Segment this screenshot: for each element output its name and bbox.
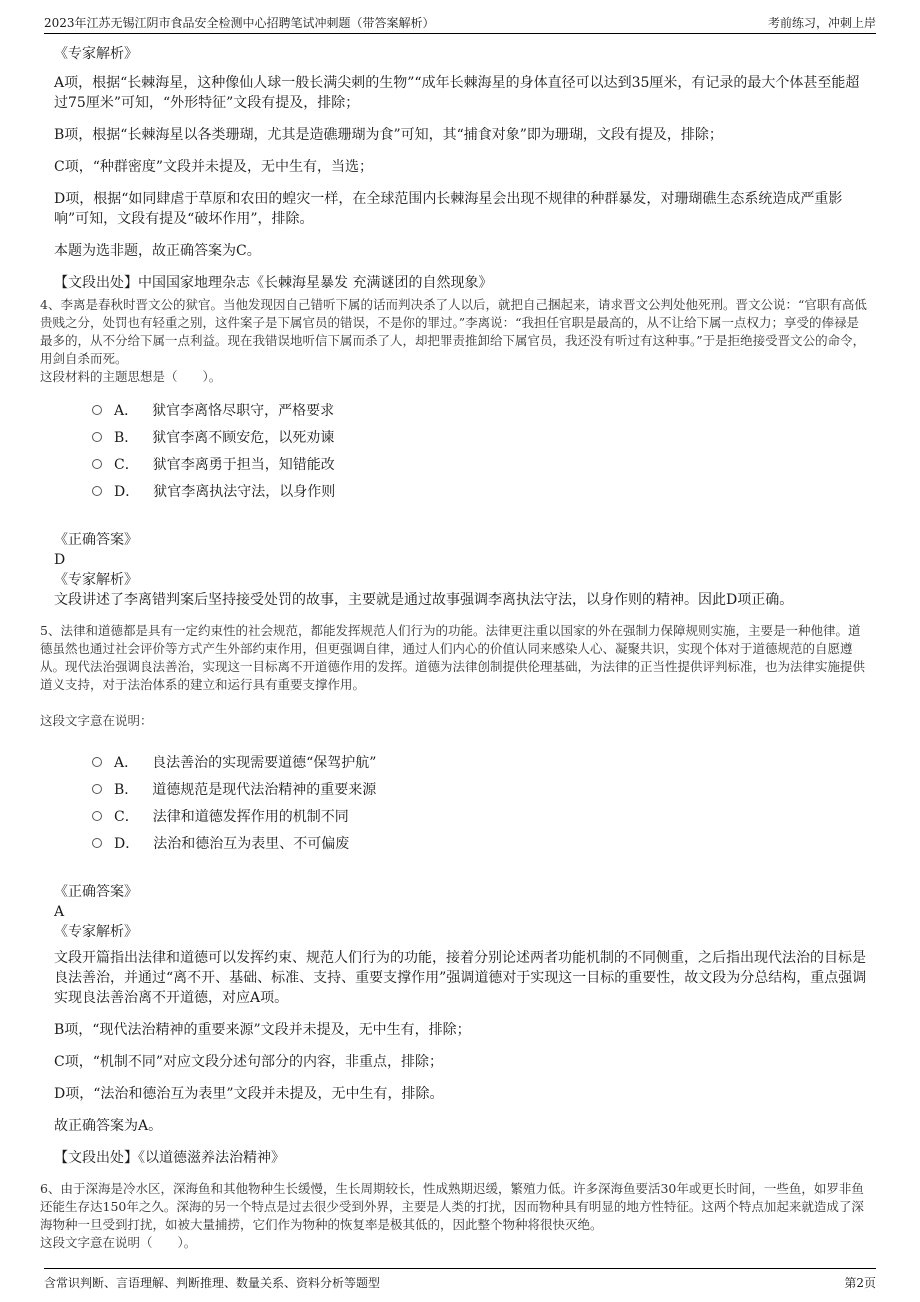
- q5-analysis-c: C项，“机制不同”对应文段分述句部分的内容，非重点，排除；: [54, 1054, 444, 1070]
- q5-answer: A: [54, 904, 65, 920]
- q5-text: 5、法律和道德都是具有一定约束性的社会规范，都能发挥规范人们行为的功能。法律更注重以国家的外在强制力保障规则实施，主要是一种他律。道德虽然也通过社会评价等方式产生外部约束作用，但更强调自律，通过人们内心的价值认同来感染人心、凝聚共识，实现个体对于道德规范的自愿遵从。现代法治强调良法善治，实现这一目标离不开道德作用的发挥。道德为法律创制提供伦理基础，为法律的正当性提供评判标准，也为法律实施提供道义支持，对于法治体系的建立和运行具有重要支撑作用。: [40, 623, 866, 692]
- option-letter: A．: [114, 754, 139, 771]
- radio-icon[interactable]: [92, 405, 102, 415]
- option-text: 狱官李离恪尽职守，严格要求: [152, 402, 335, 419]
- option-text: 狱官李离勇于担当，知错能改: [152, 456, 335, 473]
- radio-icon[interactable]: [92, 811, 102, 821]
- option-text: 法治和德治互为表里、不可偏废: [153, 835, 350, 852]
- option-letter: A．: [114, 402, 139, 419]
- page-header: [44, 8, 876, 34]
- option-text: 良法善治的实现需要道德“保驾护航”: [152, 754, 377, 771]
- q3-expert-label: 《专家解析》: [54, 46, 138, 62]
- q4-option-b[interactable]: [92, 423, 870, 450]
- option-letter: C．: [114, 456, 139, 473]
- radio-icon[interactable]: [92, 432, 102, 442]
- q3-analysis-c: C项，“种群密度”文段并未提及，无中生有，当选；: [54, 159, 374, 175]
- q5-expert-label: 《专家解析》: [54, 924, 138, 940]
- q5-answer-label: 《正确答案》: [54, 884, 138, 900]
- q4-answer: D: [54, 552, 66, 568]
- q3-analysis-d: D项，根据“如同肆虐于草原和农田的蝗灾一样，在全球范围内长棘海星会出现不规律的种群暴发，对珊瑚礁生态系统造成严重影响”可知，文段有提及“破坏作用”，排除。: [54, 191, 843, 227]
- radio-icon[interactable]: [92, 757, 102, 767]
- q5-option-b[interactable]: [92, 775, 870, 802]
- radio-icon[interactable]: [92, 784, 102, 794]
- page-number: 第2页: [844, 1275, 876, 1290]
- option-letter: B．: [114, 429, 139, 446]
- option-letter: C．: [114, 808, 139, 825]
- q4-stem: 这段材料的主题思想是（ ）。: [40, 369, 222, 384]
- radio-icon[interactable]: [92, 838, 102, 848]
- option-letter: D．: [114, 835, 140, 852]
- q4-option-c[interactable]: [92, 450, 870, 477]
- q3-analysis-a: A项，根据“长棘海星，这种像仙人球一般长满尖刺的生物”“成年长棘海星的身体直径可以达到35厘米，有记录的最大个体甚至能超过75厘米”可知，“外形特征”文段有提及，排除；: [54, 75, 860, 111]
- header-title: 2023年江苏无锡江阴市食品安全检测中心招聘笔试冲刺题（带答案解析）: [44, 16, 435, 30]
- q5-conclusion: 故正确答案为A。: [54, 1118, 163, 1134]
- q5-option-c[interactable]: [92, 802, 870, 829]
- option-letter: B．: [114, 781, 139, 798]
- q5-analysis-b: B项，“现代法治精神的重要来源”文段并未提及，无中生有，排除；: [54, 1022, 471, 1038]
- q4-analysis: 文段讲述了李离错判案后坚持接受处罚的故事，主要就是通过故事强调李离执法守法，以身作则的精神。因此D项正确。: [54, 592, 794, 608]
- option-letter: D．: [114, 483, 140, 500]
- option-text: 狱官李离不顾安危，以死劝谏: [152, 429, 335, 446]
- page-content: [40, 44, 870, 1252]
- q3-analysis-b: B项，根据“长棘海星以各类珊瑚，尤其是造礁珊瑚为食”可知，其“捕食对象”即为珊瑚，文段有提及，排除；: [54, 127, 723, 143]
- q4-text: 4、李离是春秋时晋文公的狱官。当他发现因自己错听下属的话而判决杀了人以后，就把自己捆起来，请求晋文公判处他死刑。晋文公说：“官职有高低贵贱之分，处罚也有轻重之别，这件案子是下属官员的错误，不是你的罪过。”李离说：“我担任官职是最高的，从不让给下属一点权力；享受的俸禄是最多的，从不分给下属一点利益。现在我错误地听信下属而杀了人，却把罪责推卸给下属官员，我还没有听过有这种事。”于是拒绝接受晋文公的命令，用剑自杀而死。: [40, 297, 867, 366]
- q5-options: [92, 748, 870, 856]
- q6-text: 6、由于深海是冷水区，深海鱼和其他物种生长缓慢，生长周期较长，性成熟期迟缓，繁殖力低。许多深海鱼要活30年或更长时间，一些鱼，如罗非鱼还能生存达150年之久。深海的另一个特点是过去很少受到外界，主要是人类的打扰，因而物种具有明显的地方性特征。这两个特点加起来就造成了深海物种一旦受到打扰，如被大量捕捞，它们作为物种的恢复率是极其低的，因此整个物种将很快灭绝。: [40, 1181, 864, 1232]
- q4-option-a[interactable]: [92, 396, 870, 423]
- option-text: 道德规范是现代法治精神的重要来源: [152, 781, 377, 798]
- q5-option-d[interactable]: [92, 829, 870, 856]
- q4-options: [92, 396, 870, 504]
- q4-answer-label: 《正确答案》: [54, 532, 138, 548]
- q5-analysis-d: D项，“法治和德治互为表里”文段并未提及，无中生有，排除。: [54, 1086, 444, 1102]
- option-text: 法律和道德发挥作用的机制不同: [152, 808, 349, 825]
- radio-icon[interactable]: [92, 486, 102, 496]
- q6-stem: 这段文字意在说明（ ）。: [40, 1235, 197, 1250]
- q5-analysis-main: 文段开篇指出法律和道德可以发挥约束、规范人们行为的功能，接着分别论述两者功能机制的不同侧重，之后指出现代法治的目标是良法善治，并通过“离不开、基础、标准、支持、重要支撑作用”强调道德对于实现这一目标的重要性，故文段为分总结构，重点强调实现良法善治离不开道德，对应A项。: [54, 950, 867, 1006]
- q5-option-a[interactable]: [92, 748, 870, 775]
- q5-stem: 这段文字意在说明：: [40, 713, 153, 728]
- q4-option-d[interactable]: [92, 477, 870, 504]
- header-slogan: 考前练习，冲刺上岸: [767, 16, 876, 30]
- radio-icon[interactable]: [92, 459, 102, 469]
- option-text: 狱官李离执法守法，以身作则: [153, 483, 336, 500]
- q3-conclusion: 本题为选非题，故正确答案为C。: [54, 243, 261, 259]
- q4-expert-label: 《专家解析》: [54, 572, 138, 588]
- q5-source: 【文段出处】《以道德滋养法治精神》: [54, 1150, 285, 1166]
- q3-source: 【文段出处】中国国家地理杂志《长棘海星暴发 充满谜团的自然现象》: [54, 275, 493, 291]
- page-footer: [44, 1268, 876, 1295]
- footer-description: 含常识判断、言语理解、判断推理、数量关系、资料分析等题型: [44, 1275, 381, 1290]
